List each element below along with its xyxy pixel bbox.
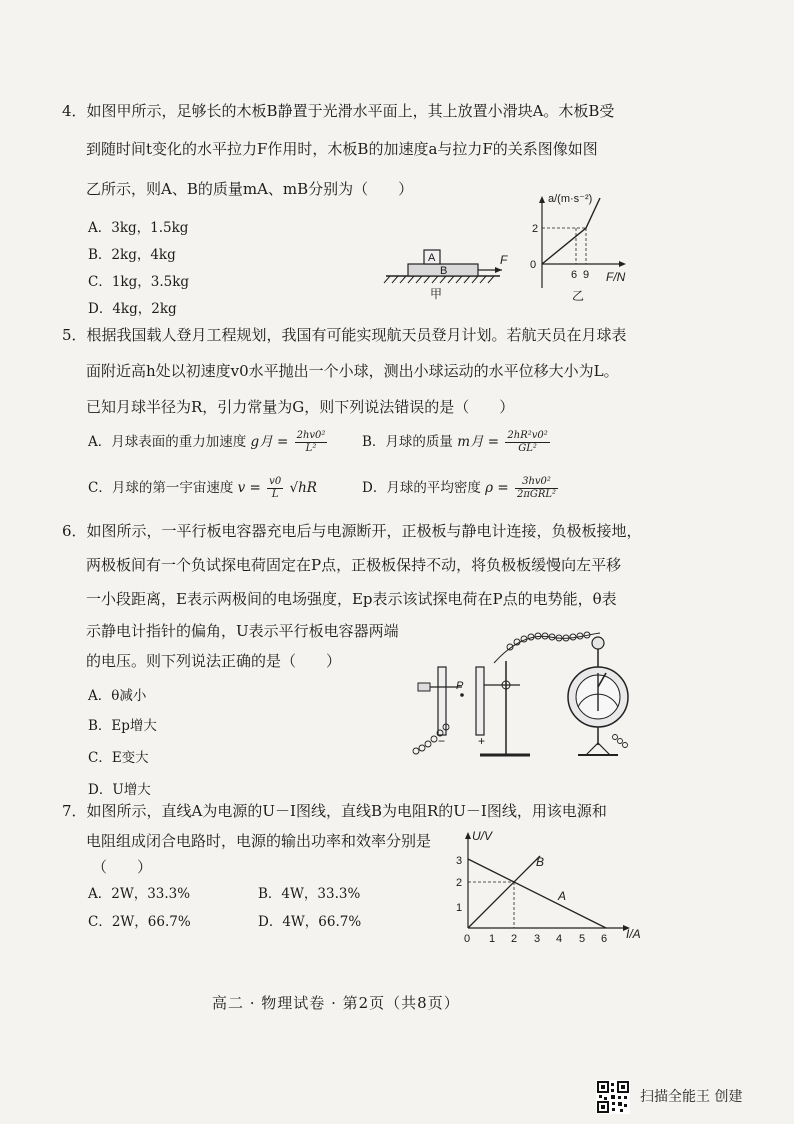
x-tick-3: 3 (534, 933, 541, 945)
q5-line1: 5．根据我国载人登月工程规划，我国有可能实现航天员登月计划。若航天员在月球表 (62, 326, 627, 344)
q6-option-c[interactable]: C．E变大 (88, 750, 149, 766)
q7-line1: 7．如图所示，直线A为电源的U－I图线，直线B为电阻R的U－I图线，用该电源和 (62, 802, 607, 820)
block-b-label: B (440, 265, 448, 277)
q6-line2: 两极板间有一个负试探电荷固定在P点，正极板保持不动，将负极板缓慢向左平移 (86, 556, 622, 574)
negative-plate (438, 667, 446, 735)
q5-option-c-text: C．月球的第一宇宙速度 (88, 480, 234, 496)
positive-plate (476, 667, 484, 735)
q5-option-c-sqrt: √hR (289, 480, 317, 496)
q4-line2: 到随时间t变化的水平拉力F作用时，木板B的加速度a与拉力F的关系图像如图 (86, 140, 598, 158)
q4-option-a[interactable]: A．3kg，1.5kg (88, 220, 189, 236)
x-tick-9: 9 (583, 269, 590, 281)
y-tick-2: 2 (456, 877, 463, 889)
line-a (468, 859, 606, 928)
q4-figure-jia (378, 236, 518, 300)
q5-option-c-lhs: v = (237, 480, 261, 496)
y-tick-1: 1 (456, 902, 463, 914)
q5-option-b-lhs: m月 = (457, 434, 500, 450)
q7-option-d[interactable]: D．4W，66.7% (258, 914, 362, 930)
q5-option-b[interactable] (362, 430, 552, 455)
y-tick-2: 2 (532, 223, 539, 235)
line-a-label: A (558, 889, 567, 903)
x-tick-6: 6 (571, 269, 578, 281)
q6-option-d[interactable]: D．U增大 (88, 782, 151, 798)
page-footer: 高二 · 物理试卷 · 第2页（共8页） (212, 994, 460, 1012)
caption-yi: 乙 (572, 289, 585, 303)
x-tick-1: 1 (489, 933, 496, 945)
block-a-label: A (428, 252, 436, 264)
q5-option-a-fraction: $\frac{\text{2hv0²}}{\text{L²}}$ (296, 430, 326, 454)
q5-line3: 已知月球半径为R，引力常量为G，则下列说法错误的是（ ） (86, 398, 515, 416)
q5-option-b-text: B．月球的质量 (362, 434, 453, 450)
q7-option-c[interactable]: C．2W，66.7% (88, 914, 191, 930)
line-b-label: B (536, 855, 545, 869)
q6-line4: 示静电计指针的偏角，U表示平行板电容器两端 (86, 622, 399, 640)
x-tick-6: 6 (601, 933, 608, 945)
electroscope-knob (592, 637, 604, 649)
q4-figure-yi (520, 188, 640, 308)
q5-option-d[interactable] (362, 476, 560, 501)
q6-line1: 6．如图所示，一平行板电容器充电后与电源断开，正极板与静电计连接，负极板接地， (62, 522, 642, 540)
q5-option-d-fraction: $\frac{\text{3hv0²}}{\text{2πGRL²}}$ (516, 476, 557, 500)
q7-line2: 电阻组成闭合电路时，电源的输出功率和效率分别是 (86, 832, 432, 850)
force-label: F (500, 253, 508, 267)
line-b (468, 856, 540, 928)
origin-label: 0 (530, 259, 537, 271)
x-axis-label: I/A (626, 927, 641, 941)
x-tick-2: 2 (511, 933, 518, 945)
q5-option-d-lhs: ρ = (485, 480, 509, 496)
q5-option-b-fraction: $\frac{\text{2hR²v0²}}{\text{GL²}}$ (507, 430, 548, 454)
qr-code-icon (596, 1080, 630, 1114)
q5-option-d-text: D．月球的平均密度 (362, 480, 481, 496)
q5-option-a-lhs: g月 = (250, 434, 289, 450)
q5-option-a-text: A．月球表面的重力加速度 (88, 434, 247, 450)
q4-option-d[interactable]: D．4kg，2kg (88, 301, 177, 317)
q4-option-c[interactable]: C．1kg，3.5kg (88, 274, 190, 290)
q5-option-c-fraction: $\frac{v0}{L}$ (269, 476, 282, 500)
q7-option-a[interactable]: A．2W，33.3% (88, 886, 191, 902)
x-axis-label: F/N (606, 270, 626, 284)
y-axis-label: U/V (472, 829, 493, 843)
q6-option-b[interactable]: B．Ep增大 (88, 718, 157, 734)
q7-line3: （ ） (92, 858, 153, 876)
q6-capacitor-figure (410, 615, 630, 765)
a-f-graph-line (542, 198, 600, 264)
q6-line5: 的电压。则下列说法正确的是（ ） (86, 652, 342, 670)
x-tick-5: 5 (579, 933, 586, 945)
q6-option-a[interactable]: A．θ减小 (88, 688, 147, 704)
q5-option-a[interactable] (88, 430, 329, 455)
q4-option-b[interactable]: B．2kg，4kg (88, 247, 176, 263)
q6-line3: 一小段距离，E表示两极间的电场强度，Ep表示该试探电荷在P点的电势能，θ表 (86, 590, 617, 608)
minus-sign: − (438, 734, 446, 748)
y-axis-label: a/(m·s⁻²) (548, 193, 593, 205)
y-tick-3: 3 (456, 855, 463, 867)
x-tick-0: 0 (464, 933, 471, 945)
x-tick-4: 4 (556, 933, 563, 945)
q4-line3: 乙所示，则A、B的质量mA、mB分别为（ ） (86, 180, 414, 198)
q4-line1: 4．如图甲所示，足够长的木板B静置于光滑水平面上，其上放置小滑块A。木板B受 (62, 102, 615, 120)
q5-option-c[interactable] (88, 476, 317, 501)
plus-sign: + (478, 734, 486, 748)
q7-ui-graph (448, 826, 648, 950)
caption-jia: 甲 (430, 287, 443, 300)
p-label: P (456, 680, 464, 692)
q7-option-b[interactable]: B．4W，33.3% (258, 886, 361, 902)
scanner-watermark: 扫描全能王 创建 (640, 1089, 743, 1105)
point-p (460, 693, 464, 697)
q5-line2: 面附近高h处以初速度v0水平抛出一个小球，测出小球运动的水平位移大小为L。 (86, 362, 619, 380)
